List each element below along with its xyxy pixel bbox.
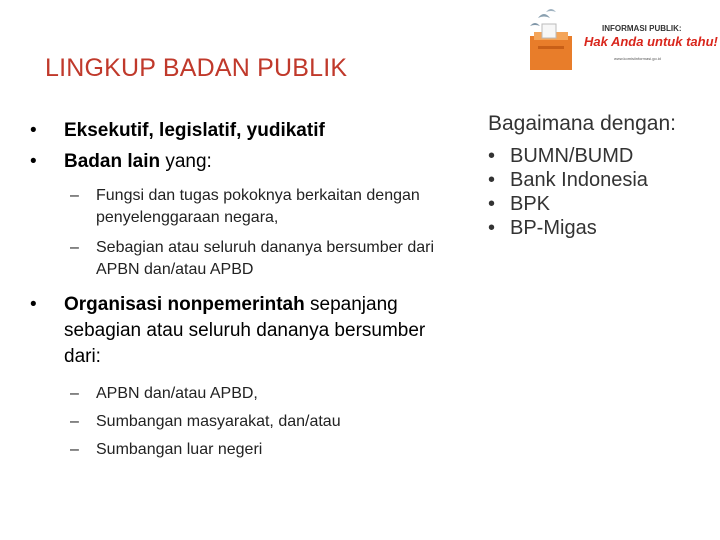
bullet-badan-lain <box>30 149 212 175</box>
bullet-dot: • <box>488 193 496 215</box>
bullet-organisasi <box>30 292 434 370</box>
logo-heading: INFORMASI PUBLIK: <box>602 24 682 33</box>
sub-bullet-fungsi-text: Fungsi dan tugas pokoknya berkaitan dengan penyelenggaraan negara, <box>96 187 420 226</box>
sub-bullet-masyarakat-text: Sumbangan masyarakat, dan/atau <box>96 413 341 430</box>
right-content <box>488 112 676 240</box>
bullet-dot: • <box>30 151 37 172</box>
sub-bullet-dana-text: Sebagian atau seluruh dananya bersumber dari APBN dan/atau APBD <box>96 239 435 278</box>
dash-marker: – <box>70 239 79 256</box>
logo-url: www.komisiinformasi.go.id <box>614 56 661 61</box>
bullet-dot: • <box>488 169 496 191</box>
bullet-dot: • <box>488 145 496 167</box>
list-item-bp-migas <box>488 216 676 240</box>
badan-lain-bold: Badan lain <box>64 151 161 172</box>
informasi-publik-logo <box>516 6 720 76</box>
bullet-eksekutif <box>30 118 325 144</box>
list-item-bumn <box>488 144 676 168</box>
sub-bullet-masyarakat <box>70 411 341 433</box>
bullet-eksekutif-text: Eksekutif, legislatif, yudikatif <box>64 120 325 141</box>
bullet-dot: • <box>30 120 37 141</box>
bullet-dot: • <box>30 294 37 315</box>
sub-bullet-apbn <box>70 383 258 405</box>
sub-bullet-fungsi <box>70 185 470 229</box>
list-item-label: BPK <box>510 193 551 215</box>
list-item-bpk <box>488 192 676 216</box>
sub-bullet-luar-negeri <box>70 439 262 461</box>
sub-bullet-luar-negeri-text: Sumbangan luar negeri <box>96 441 263 458</box>
list-item-bank-indonesia <box>488 168 676 192</box>
badan-lain-rest: yang: <box>160 151 212 172</box>
list-item-label: BP-Migas <box>510 217 597 239</box>
organisasi-bold: Organisasi nonpemerintah <box>64 294 305 315</box>
sub-bullet-apbn-text: APBN dan/atau APBD, <box>96 385 258 402</box>
logo-slogan: Hak Anda untuk tahu! <box>584 34 718 49</box>
organisasi-rest: sepanjang sebagian atau seluruh dananya bersumber dari: <box>64 294 426 367</box>
page-title: LINGKUP BADAN PUBLIK <box>45 54 348 82</box>
list-item-label: BUMN/BUMD <box>510 145 634 167</box>
dash-marker: – <box>70 385 79 402</box>
list-item-label: Bank Indonesia <box>510 169 648 191</box>
right-heading: Bagaimana dengan: <box>488 112 676 135</box>
dash-marker: – <box>70 413 79 430</box>
dash-marker: – <box>70 187 79 204</box>
dash-marker: – <box>70 441 79 458</box>
sub-bullet-dana <box>70 237 470 281</box>
bullet-dot: • <box>488 217 496 239</box>
